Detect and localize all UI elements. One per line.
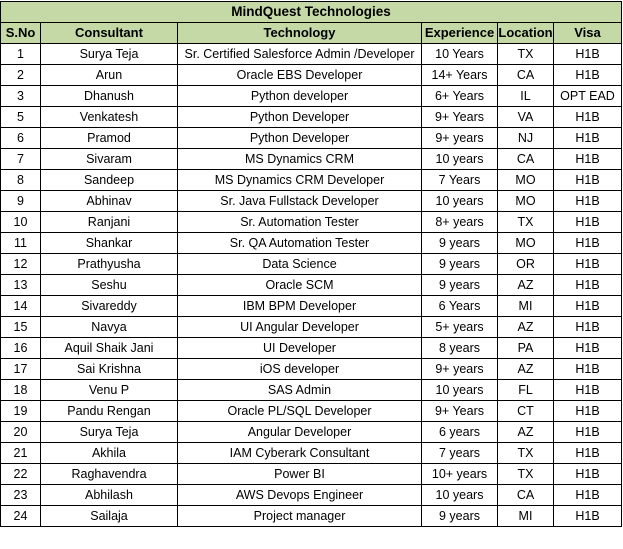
cell-consultant: Pramod [41, 128, 178, 149]
cell-visa: H1B [554, 464, 622, 485]
cell-technology: UI Developer [178, 338, 422, 359]
table-row [1, 464, 622, 485]
cell-consultant: Raghavendra [41, 464, 178, 485]
cell-sno: 8 [1, 170, 41, 191]
cell-consultant: Surya Teja [41, 44, 178, 65]
title-row [1, 2, 622, 23]
cell-location: OR [498, 254, 554, 275]
cell-visa: H1B [554, 170, 622, 191]
table-row [1, 65, 622, 86]
cell-technology: IBM BPM Developer [178, 296, 422, 317]
cell-visa: H1B [554, 443, 622, 464]
cell-experience: 14+ Years [422, 65, 498, 86]
cell-consultant: Navya [41, 317, 178, 338]
table-row [1, 485, 622, 506]
cell-experience: 6 years [422, 422, 498, 443]
cell-technology: Oracle SCM [178, 275, 422, 296]
cell-experience: 6+ Years [422, 86, 498, 107]
cell-sno: 3 [1, 86, 41, 107]
cell-experience: 10+ years [422, 464, 498, 485]
cell-experience: 9+ Years [422, 401, 498, 422]
cell-consultant: Seshu [41, 275, 178, 296]
cell-visa: H1B [554, 506, 622, 527]
cell-location: NJ [498, 128, 554, 149]
cell-visa: OPT EAD [554, 86, 622, 107]
cell-experience: 8 years [422, 338, 498, 359]
cell-experience: 6 Years [422, 296, 498, 317]
consultant-table [0, 1, 622, 527]
cell-consultant: Abhilash [41, 485, 178, 506]
table-row [1, 506, 622, 527]
cell-location: MO [498, 170, 554, 191]
table-row [1, 296, 622, 317]
column-header-experience: Experience [422, 23, 498, 44]
cell-visa: H1B [554, 149, 622, 170]
table-row [1, 86, 622, 107]
cell-experience: 7 years [422, 443, 498, 464]
cell-sno: 2 [1, 65, 41, 86]
cell-location: AZ [498, 317, 554, 338]
cell-consultant: Arun [41, 65, 178, 86]
cell-visa: H1B [554, 296, 622, 317]
cell-location: TX [498, 464, 554, 485]
cell-sno: 9 [1, 191, 41, 212]
table-row [1, 128, 622, 149]
cell-sno: 5 [1, 107, 41, 128]
table-row [1, 212, 622, 233]
cell-sno: 10 [1, 212, 41, 233]
cell-sno: 6 [1, 128, 41, 149]
cell-sno: 15 [1, 317, 41, 338]
cell-location: MO [498, 233, 554, 254]
table-body [1, 44, 622, 527]
cell-technology: UI Angular Developer [178, 317, 422, 338]
cell-experience: 9 years [422, 506, 498, 527]
cell-technology: MS Dynamics CRM Developer [178, 170, 422, 191]
cell-location: MI [498, 506, 554, 527]
column-header-sno: S.No [1, 23, 41, 44]
cell-consultant: Abhinav [41, 191, 178, 212]
cell-visa: H1B [554, 254, 622, 275]
cell-technology: Python Developer [178, 128, 422, 149]
cell-location: MI [498, 296, 554, 317]
cell-visa: H1B [554, 107, 622, 128]
table-row [1, 380, 622, 401]
cell-visa: H1B [554, 338, 622, 359]
cell-sno: 18 [1, 380, 41, 401]
cell-consultant: Ranjani [41, 212, 178, 233]
cell-sno: 12 [1, 254, 41, 275]
cell-technology: Power BI [178, 464, 422, 485]
cell-location: AZ [498, 422, 554, 443]
cell-consultant: Venkatesh [41, 107, 178, 128]
table-row [1, 401, 622, 422]
cell-technology: Sr. Automation Tester [178, 212, 422, 233]
cell-sno: 20 [1, 422, 41, 443]
cell-experience: 9 years [422, 275, 498, 296]
cell-experience: 9 years [422, 254, 498, 275]
table-row [1, 233, 622, 254]
cell-consultant: Surya Teja [41, 422, 178, 443]
cell-consultant: Sailaja [41, 506, 178, 527]
cell-visa: H1B [554, 317, 622, 338]
cell-experience: 10 years [422, 149, 498, 170]
cell-location: CA [498, 485, 554, 506]
table-row [1, 317, 622, 338]
cell-location: CA [498, 149, 554, 170]
table-row [1, 443, 622, 464]
cell-visa: H1B [554, 65, 622, 86]
cell-visa: H1B [554, 422, 622, 443]
cell-sno: 13 [1, 275, 41, 296]
cell-consultant: Dhanush [41, 86, 178, 107]
cell-technology: Data Science [178, 254, 422, 275]
table-row [1, 170, 622, 191]
cell-technology: Oracle PL/SQL Developer [178, 401, 422, 422]
cell-location: VA [498, 107, 554, 128]
cell-visa: H1B [554, 212, 622, 233]
table-row [1, 338, 622, 359]
column-header-location: Location [498, 23, 554, 44]
cell-technology: IAM Cyberark Consultant [178, 443, 422, 464]
cell-technology: Oracle EBS Developer [178, 65, 422, 86]
cell-sno: 11 [1, 233, 41, 254]
cell-visa: H1B [554, 128, 622, 149]
cell-experience: 9+ Years [422, 107, 498, 128]
cell-visa: H1B [554, 401, 622, 422]
cell-consultant: Sivareddy [41, 296, 178, 317]
cell-location: AZ [498, 275, 554, 296]
cell-visa: H1B [554, 191, 622, 212]
cell-sno: 7 [1, 149, 41, 170]
column-header-visa: Visa [554, 23, 622, 44]
cell-experience: 10 years [422, 380, 498, 401]
cell-sno: 16 [1, 338, 41, 359]
table-row [1, 107, 622, 128]
table-title: MindQuest Technologies [1, 2, 622, 23]
cell-consultant: Pandu Rengan [41, 401, 178, 422]
cell-experience: 9 years [422, 233, 498, 254]
cell-technology: Project manager [178, 506, 422, 527]
cell-location: TX [498, 44, 554, 65]
cell-sno: 19 [1, 401, 41, 422]
cell-experience: 9+ years [422, 128, 498, 149]
cell-experience: 7 Years [422, 170, 498, 191]
cell-technology: Sr. QA Automation Tester [178, 233, 422, 254]
cell-location: TX [498, 443, 554, 464]
cell-location: CT [498, 401, 554, 422]
cell-technology: Python Developer [178, 107, 422, 128]
cell-consultant: Akhila [41, 443, 178, 464]
cell-consultant: Shankar [41, 233, 178, 254]
cell-sno: 23 [1, 485, 41, 506]
column-header-technology: Technology [178, 23, 422, 44]
cell-technology: SAS Admin [178, 380, 422, 401]
cell-sno: 21 [1, 443, 41, 464]
cell-technology: Angular Developer [178, 422, 422, 443]
cell-technology: Sr. Java Fullstack Developer [178, 191, 422, 212]
cell-sno: 22 [1, 464, 41, 485]
column-header-consultant: Consultant [41, 23, 178, 44]
cell-location: IL [498, 86, 554, 107]
cell-sno: 14 [1, 296, 41, 317]
cell-visa: H1B [554, 380, 622, 401]
cell-location: MO [498, 191, 554, 212]
table-row [1, 191, 622, 212]
cell-experience: 8+ years [422, 212, 498, 233]
cell-technology: Python developer [178, 86, 422, 107]
cell-visa: H1B [554, 275, 622, 296]
cell-location: FL [498, 380, 554, 401]
cell-technology: MS Dynamics CRM [178, 149, 422, 170]
cell-visa: H1B [554, 44, 622, 65]
cell-experience: 10 years [422, 485, 498, 506]
cell-experience: 10 years [422, 191, 498, 212]
table-row [1, 275, 622, 296]
cell-location: TX [498, 212, 554, 233]
table-row [1, 422, 622, 443]
cell-experience: 9+ years [422, 359, 498, 380]
cell-location: CA [498, 65, 554, 86]
table-row [1, 149, 622, 170]
cell-location: AZ [498, 359, 554, 380]
cell-consultant: Sandeep [41, 170, 178, 191]
cell-technology: Sr. Certified Salesforce Admin /Developer [178, 44, 422, 65]
cell-consultant: Sivaram [41, 149, 178, 170]
table-row [1, 44, 622, 65]
cell-consultant: Venu P [41, 380, 178, 401]
cell-sno: 17 [1, 359, 41, 380]
cell-experience: 10 Years [422, 44, 498, 65]
cell-technology: AWS Devops Engineer [178, 485, 422, 506]
cell-visa: H1B [554, 485, 622, 506]
cell-consultant: Prathyusha [41, 254, 178, 275]
cell-consultant: Aquil Shaik Jani [41, 338, 178, 359]
table-row [1, 359, 622, 380]
table-row [1, 254, 622, 275]
cell-sno: 24 [1, 506, 41, 527]
cell-visa: H1B [554, 359, 622, 380]
cell-visa: H1B [554, 233, 622, 254]
cell-sno: 1 [1, 44, 41, 65]
cell-consultant: Sai Krishna [41, 359, 178, 380]
cell-location: PA [498, 338, 554, 359]
header-row [1, 23, 622, 44]
cell-technology: iOS developer [178, 359, 422, 380]
cell-experience: 5+ years [422, 317, 498, 338]
